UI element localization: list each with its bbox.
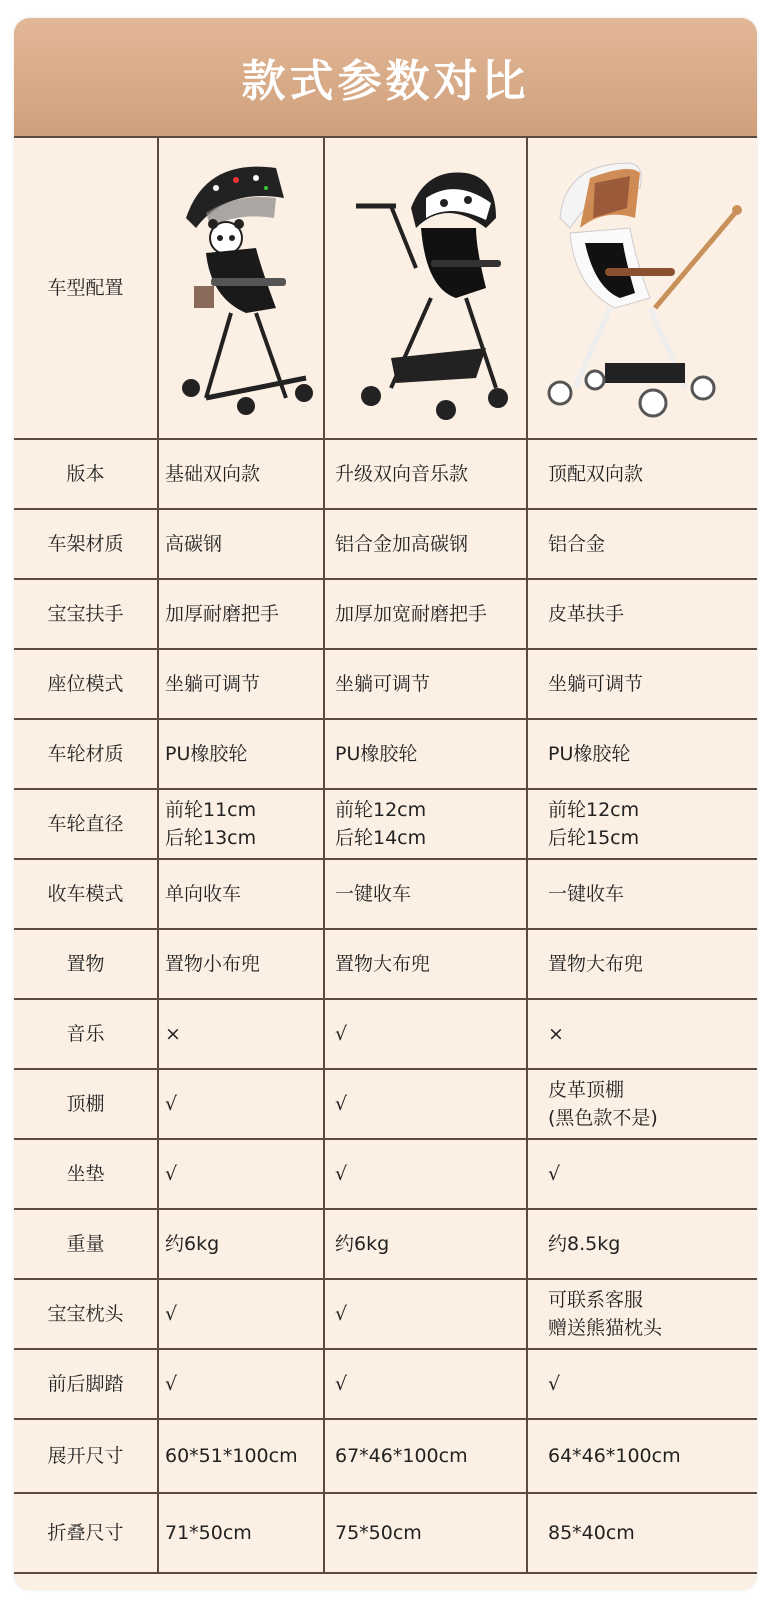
table-body (14, 440, 757, 1574)
row-label (14, 860, 159, 928)
cell-text: 前轮12cm (548, 799, 640, 821)
value-cell-2 (325, 580, 528, 648)
table-row (14, 650, 757, 720)
cell-text: 加厚耐磨把手 (165, 603, 280, 625)
row-label (14, 1420, 159, 1492)
cell-text: 置物小布兜 (165, 953, 261, 975)
value-cell-2 (325, 790, 528, 858)
row-label-text: 坐垫 (66, 1163, 105, 1185)
value-cell-1 (159, 1494, 325, 1572)
cell-text: (黑色款不是) (548, 1107, 658, 1129)
table-row (14, 1350, 757, 1420)
cell-text: 约6kg (335, 1233, 390, 1255)
row-label-text: 收车模式 (47, 883, 124, 905)
cell-text: 铝合金加高碳钢 (335, 533, 469, 555)
cell-text: 坐躺可调节 (335, 673, 431, 695)
cell-text: 赠送熊猫枕头 (548, 1317, 663, 1339)
value-cell-3 (528, 790, 757, 858)
value-cell-3 (528, 510, 757, 578)
value-cell-3 (528, 930, 757, 998)
cell-text: 85*40cm (548, 1522, 635, 1544)
value-cell-1 (159, 1070, 325, 1138)
row-label-text: 车轮直径 (47, 813, 124, 835)
cell-text: √ (165, 1093, 178, 1115)
value-cell-1 (159, 930, 325, 998)
value-cell-2 (325, 1280, 528, 1348)
value-cell-3 (528, 650, 757, 718)
image-row (14, 136, 757, 440)
value-cell-1 (159, 790, 325, 858)
cell-text: 顶配双向款 (548, 463, 644, 485)
table-row (14, 1210, 757, 1280)
table-row (14, 580, 757, 650)
row-label (14, 138, 159, 438)
cell-text: √ (548, 1163, 561, 1185)
row-label (14, 440, 159, 508)
row-label-text: 车轮材质 (47, 743, 124, 765)
row-label-text: 顶棚 (66, 1093, 105, 1115)
cell-text: 71*50cm (165, 1522, 252, 1544)
value-cell-2 (325, 1070, 528, 1138)
row-label (14, 1000, 159, 1068)
table-row (14, 720, 757, 790)
value-cell-2 (325, 1000, 528, 1068)
value-cell-2 (325, 1210, 528, 1278)
row-label-text: 置物 (66, 953, 105, 975)
row-label-text: 宝宝扶手 (47, 603, 124, 625)
cell-text: 约8.5kg (548, 1233, 621, 1255)
cell-text: √ (335, 1093, 348, 1115)
cell-text: √ (548, 1373, 561, 1395)
value-cell-1 (159, 650, 325, 718)
row-label (14, 1140, 159, 1208)
cell-text: 置物大布兜 (548, 953, 644, 975)
row-label (14, 1280, 159, 1348)
cell-text: 前轮12cm (335, 799, 427, 821)
table-row (14, 440, 757, 510)
value-cell-2 (325, 1350, 528, 1418)
value-cell-1 (159, 510, 325, 578)
row-label-text: 展开尺寸 (47, 1445, 124, 1467)
table-row (14, 1420, 757, 1494)
value-cell-1 (159, 1000, 325, 1068)
row-label (14, 1210, 159, 1278)
cell-text: 60*51*100cm (165, 1445, 298, 1467)
cell-text: 单向收车 (165, 883, 242, 905)
row-label (14, 580, 159, 648)
value-cell-2 (325, 860, 528, 928)
row-label-text: 前后脚踏 (47, 1373, 124, 1395)
value-cell-2 (325, 1420, 528, 1492)
row-label-text: 车型配置 (47, 277, 124, 299)
cell-text: 后轮15cm (548, 827, 640, 849)
cell-text: √ (165, 1163, 178, 1185)
cell-text: 64*46*100cm (548, 1445, 681, 1467)
row-label (14, 930, 159, 998)
cell-text: 皮革顶棚 (548, 1079, 625, 1101)
value-cell-3 (528, 440, 757, 508)
cell-text: 一键收车 (335, 883, 412, 905)
value-cell-2 (325, 510, 528, 578)
value-cell-3 (528, 1494, 757, 1572)
row-label (14, 1350, 159, 1418)
value-cell-3 (528, 1070, 757, 1138)
value-cell-3 (528, 1280, 757, 1348)
product-image-2 (325, 138, 528, 438)
stroller-panda-print-icon (166, 148, 316, 428)
row-label (14, 1070, 159, 1138)
cell-text: √ (165, 1373, 178, 1395)
row-label (14, 720, 159, 788)
cell-text: × (548, 1023, 564, 1045)
value-cell-3 (528, 1350, 757, 1418)
cell-text: 坐躺可调节 (548, 673, 644, 695)
row-label-text: 座位模式 (47, 673, 124, 695)
cell-text: 67*46*100cm (335, 1445, 468, 1467)
cell-text: √ (165, 1303, 178, 1325)
value-cell-1 (159, 1140, 325, 1208)
cell-text: 置物大布兜 (335, 953, 431, 975)
table-row (14, 1280, 757, 1350)
row-label-text: 重量 (66, 1233, 105, 1255)
cell-text: 75*50cm (335, 1522, 422, 1544)
product-image-1 (159, 138, 325, 438)
value-cell-3 (528, 1000, 757, 1068)
cell-text: 加厚加宽耐磨把手 (335, 603, 488, 625)
cell-text: × (165, 1023, 181, 1045)
value-cell-2 (325, 930, 528, 998)
value-cell-1 (159, 1350, 325, 1418)
comparison-table (14, 136, 757, 1574)
comparison-card (14, 18, 757, 1590)
row-label (14, 1494, 159, 1572)
cell-text: 约6kg (165, 1233, 220, 1255)
cell-text: 一键收车 (548, 883, 625, 905)
cell-text: 高碳钢 (165, 533, 223, 555)
table-row (14, 930, 757, 1000)
row-label-text: 音乐 (66, 1023, 105, 1045)
table-row (14, 790, 757, 860)
cell-text: √ (335, 1373, 348, 1395)
value-cell-2 (325, 440, 528, 508)
value-cell-3 (528, 1140, 757, 1208)
value-cell-2 (325, 720, 528, 788)
cell-text: PU橡胶轮 (165, 743, 248, 765)
table-row (14, 860, 757, 930)
cell-text: 前轮11cm (165, 799, 257, 821)
value-cell-3 (528, 1210, 757, 1278)
row-label (14, 650, 159, 718)
table-row (14, 1140, 757, 1210)
cell-text: PU橡胶轮 (548, 743, 631, 765)
value-cell-1 (159, 1280, 325, 1348)
cell-text: √ (335, 1303, 348, 1325)
cell-text: 皮革扶手 (548, 603, 625, 625)
row-label (14, 510, 159, 578)
table-row (14, 1000, 757, 1070)
cell-text: 后轮14cm (335, 827, 427, 849)
cell-text: 升级双向音乐款 (335, 463, 469, 485)
table-row (14, 510, 757, 580)
product-image-3 (528, 138, 757, 438)
value-cell-3 (528, 1420, 757, 1492)
value-cell-1 (159, 860, 325, 928)
table-row (14, 1494, 757, 1574)
stroller-black-panda-icon (336, 148, 516, 428)
cell-text: 后轮13cm (165, 827, 257, 849)
row-label-text: 车架材质 (47, 533, 124, 555)
value-cell-3 (528, 720, 757, 788)
cell-text: 坐躺可调节 (165, 673, 261, 695)
cell-text: PU橡胶轮 (335, 743, 418, 765)
row-label-text: 折叠尺寸 (47, 1522, 124, 1544)
page-title: 款式参数对比 (241, 56, 530, 107)
value-cell-1 (159, 440, 325, 508)
cell-text: √ (335, 1023, 348, 1045)
value-cell-2 (325, 1494, 528, 1572)
stroller-white-leather-icon (535, 148, 750, 428)
value-cell-3 (528, 860, 757, 928)
table-row (14, 1070, 757, 1140)
row-label-text: 宝宝枕头 (47, 1303, 124, 1325)
cell-text: 铝合金 (548, 533, 606, 555)
value-cell-1 (159, 720, 325, 788)
value-cell-1 (159, 1420, 325, 1492)
row-label-text: 版本 (66, 463, 105, 485)
value-cell-2 (325, 650, 528, 718)
cell-text: 基础双向款 (165, 463, 261, 485)
value-cell-3 (528, 580, 757, 648)
value-cell-1 (159, 580, 325, 648)
cell-text: √ (335, 1163, 348, 1185)
value-cell-1 (159, 1210, 325, 1278)
row-label (14, 790, 159, 858)
value-cell-2 (325, 1140, 528, 1208)
header-banner (14, 18, 757, 136)
cell-text: 可联系客服 (548, 1289, 644, 1311)
